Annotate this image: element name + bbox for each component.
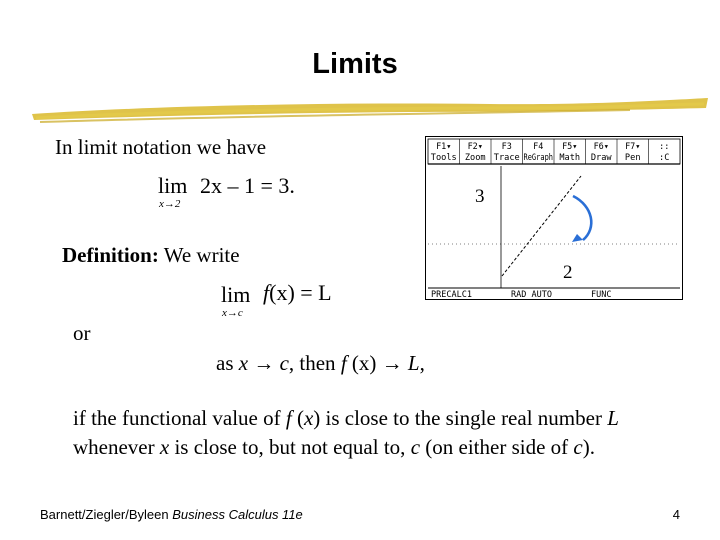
var-c: c xyxy=(410,435,421,459)
menu-label: :C xyxy=(659,153,670,163)
menu-label: Pen xyxy=(624,153,641,163)
var-L: L xyxy=(607,406,619,430)
menu-label: Tools xyxy=(430,153,457,163)
function-f: f xyxy=(340,351,347,375)
definition-text: We write xyxy=(158,243,240,267)
comma: , xyxy=(419,351,425,375)
label-two: 2 xyxy=(563,262,573,283)
lim-subscript: x→c xyxy=(222,307,243,319)
fx-arg: (x) xyxy=(346,351,377,375)
para-text: ( xyxy=(291,406,304,430)
definition-paragraph xyxy=(73,404,633,462)
var-x: x xyxy=(238,351,249,375)
var-L: L xyxy=(407,351,420,375)
menu-label: Math xyxy=(559,153,581,163)
formula-expression: 2x – 1 = 3. xyxy=(200,173,295,198)
then-word: , then xyxy=(288,351,341,375)
menu-key: F1▾ xyxy=(436,142,452,152)
page-number: 4 xyxy=(672,507,680,522)
menu-label: Zoom xyxy=(464,153,486,163)
menu-key: F5▾ xyxy=(562,142,578,152)
label-three: 3 xyxy=(475,186,485,207)
menu-key: F7▾ xyxy=(625,142,641,152)
menu-label: Trace xyxy=(493,153,520,163)
para-text: is close to, but not equal to, xyxy=(169,435,411,459)
page-title: Limits xyxy=(312,48,398,80)
menu-key: :: xyxy=(659,142,670,152)
definition-line xyxy=(62,242,240,268)
var-c: c xyxy=(573,435,583,459)
status-angle: RAD AUTO xyxy=(511,290,552,300)
menu-key: F4 xyxy=(533,142,544,152)
arrow-notation-line xyxy=(216,350,425,376)
lim-word: lim xyxy=(158,173,188,198)
arrow: → xyxy=(376,351,408,375)
para-text: whenever xyxy=(73,435,160,459)
calculator-graph-screen xyxy=(425,136,683,300)
menu-key: F6▾ xyxy=(593,142,609,152)
function-f: f xyxy=(285,406,292,430)
menu-key: F3 xyxy=(501,142,512,152)
var-x: x xyxy=(159,435,170,459)
lim-subscript: x→2 xyxy=(159,198,181,210)
footer-authors: Barnett/Ziegler/Byleen xyxy=(40,507,173,522)
footer-citation xyxy=(40,507,303,522)
menu-key: F2▾ xyxy=(467,142,483,152)
title-underline-brushstroke xyxy=(30,96,710,126)
menu-label: Draw xyxy=(590,153,613,163)
para-text: ). xyxy=(582,435,595,459)
calculator-menu-bar xyxy=(428,139,680,164)
formula-rest: (x) = L xyxy=(269,280,332,305)
function-f: f xyxy=(263,280,270,305)
para-text: (on either side of xyxy=(420,435,574,459)
footer-book: Business Calculus 11e xyxy=(172,507,303,522)
definition-label: Definition: xyxy=(62,243,159,267)
arrow: → xyxy=(248,351,280,375)
var-c: c xyxy=(279,351,289,375)
menu-label: ReGraph xyxy=(523,153,553,163)
or-text: or xyxy=(73,321,91,345)
para-text: ) is close to the single real number xyxy=(313,406,608,430)
intro-text: In limit notation we have xyxy=(55,135,267,159)
as-word: as xyxy=(216,351,239,375)
status-graph-mode: FUNC xyxy=(591,290,612,300)
para-text: if the functional value of xyxy=(73,406,286,430)
status-mode: PRECALC1 xyxy=(431,290,472,300)
var-x: x xyxy=(303,406,314,430)
lim-word: lim xyxy=(221,282,251,307)
